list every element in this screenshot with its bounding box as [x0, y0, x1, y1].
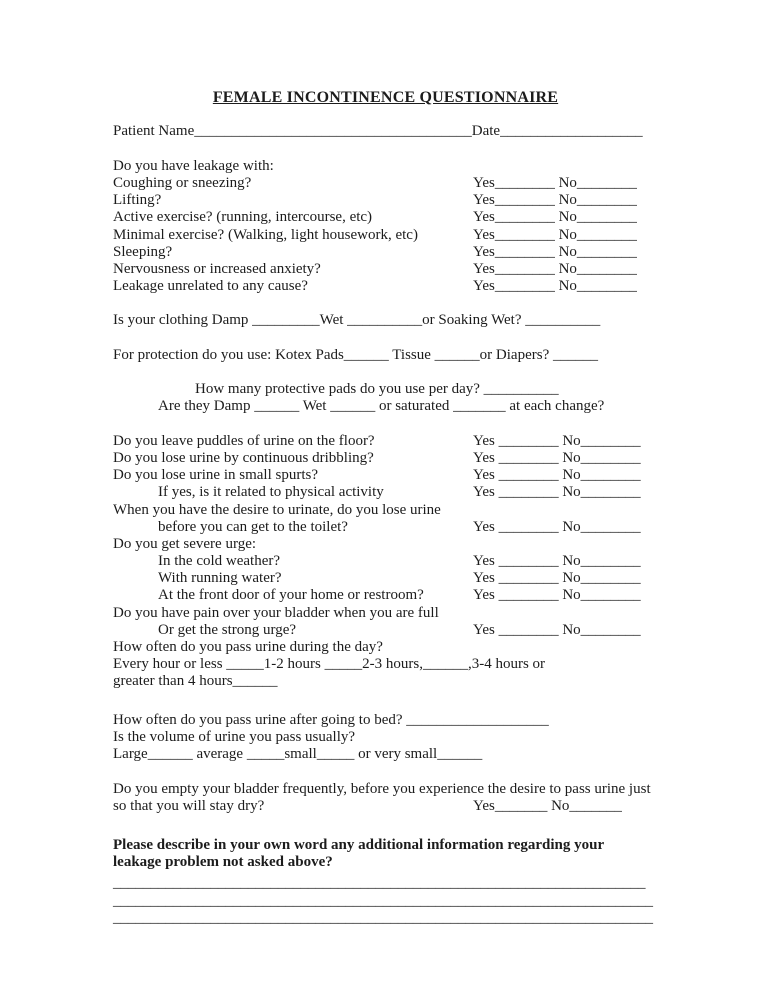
spacer	[113, 416, 658, 433]
patient-date-row	[113, 123, 658, 140]
spacer	[113, 295, 658, 312]
yes-no-blanks: Yes ________ No________	[473, 553, 641, 570]
question-text: Minimal exercise? (Walking, light housework, etc)	[113, 226, 418, 243]
yes-no-blanks: Yes ________ No________	[473, 518, 641, 535]
question-text: Do you leave puddles of urine on the floor?	[113, 432, 375, 449]
yes-no-blanks: Yes________ No________	[473, 243, 637, 260]
question-row-nervousness	[113, 261, 658, 278]
yes-no-blanks: Yes ________ No________	[473, 484, 641, 501]
question-text: Or get the strong urge?	[158, 621, 297, 638]
question-row-dribbling	[113, 450, 658, 467]
question-text: If yes, is it related to physical activity	[158, 484, 384, 501]
yes-no-blanks: Yes ________ No________	[473, 467, 641, 484]
question-row-before-toilet	[113, 519, 658, 536]
question-text: Do you lose urine in small spurts?	[113, 467, 318, 484]
question-text: With running water?	[158, 570, 282, 587]
patient-name-label: Patient Name	[113, 123, 195, 140]
spacer	[113, 106, 658, 123]
question-row-sleeping	[113, 244, 658, 261]
question-row-cold-weather	[113, 553, 658, 570]
page-title: FEMALE INCONTINENCE QUESTIONNAIRE	[212, 89, 559, 106]
title-row	[113, 89, 658, 106]
yes-no-blanks: Yes________ No________	[473, 260, 637, 277]
spacer	[113, 815, 658, 832]
question-row-running-water	[113, 570, 658, 587]
question-text: Active exercise? (running, intercourse, etc)	[113, 209, 373, 226]
yes-no-blanks: Yes________ No________	[473, 192, 637, 209]
write-in-line-2: ________________________________________________________________________	[113, 892, 653, 909]
describe-prompt-line-1: Please describe in your own word any additional information regarding your	[113, 837, 605, 854]
clothing-dampness-row: Is your clothing Damp _________Wet __________or Soaking Wet? __________	[113, 312, 601, 329]
question-text: In the cold weather?	[158, 553, 281, 570]
yes-no-blanks: Yes________ No________	[473, 174, 637, 191]
question-row-minimal-exercise	[113, 227, 658, 244]
pads-saturation-row: Are they Damp ______ Wet ______ or saturated _______ at each change?	[158, 398, 605, 415]
yes-no-blanks: Yes_______ No_______	[473, 797, 622, 814]
after-bed-row: How often do you pass urine after going to bed? ___________________	[113, 711, 549, 728]
frequency-options-row-2: greater than 4 hours______	[113, 673, 278, 690]
question-text: Sleeping?	[113, 243, 173, 260]
question-text: Nervousness or increased anxiety?	[113, 260, 321, 277]
write-in-line-3: ________________________________________________________________________	[113, 909, 653, 926]
yes-no-blanks: Yes ________ No________	[473, 621, 641, 638]
question-row-coughing	[113, 175, 658, 192]
write-in-line-1: _______________________________________________________________________	[113, 875, 646, 892]
question-row-small-spurts	[113, 467, 658, 484]
spacer	[113, 364, 658, 381]
spacer	[113, 763, 658, 780]
question-row-strong-urge	[113, 622, 658, 639]
protection-row: For protection do you use: Kotex Pads______ Tissue ______or Diapers? ______	[113, 346, 598, 363]
yes-no-blanks: Yes________ No________	[473, 209, 637, 226]
leakage-intro: Do you have leakage with:	[113, 157, 274, 174]
date-label: Date	[471, 123, 501, 140]
yes-no-blanks: Yes ________ No________	[473, 449, 641, 466]
frequency-day-question: How often do you pass urine during the day?	[113, 639, 383, 655]
question-text: Lifting?	[113, 192, 162, 209]
spacer	[113, 330, 658, 347]
yes-no-blanks: Yes________ No________	[473, 226, 637, 243]
patient-name-blank: _____________________________________	[194, 123, 472, 140]
question-text: before you can get to the toilet?	[158, 518, 348, 535]
question-row-front-door	[113, 587, 658, 604]
empty-bladder-row-2	[113, 798, 658, 815]
question-row-bladder-pain: Do you have pain over your bladder when you are full	[113, 604, 439, 621]
yes-no-blanks: Yes________ No________	[473, 278, 637, 295]
question-row-unrelated	[113, 278, 658, 295]
spacer	[113, 691, 658, 708]
yes-no-blanks: Yes ________ No________	[473, 570, 641, 587]
question-row-physical-activity	[113, 484, 658, 501]
frequency-options-row: Every hour or less _____1-2 hours _____2-3 hours,______,3-4 hours or	[113, 656, 546, 673]
urine-volume-options: Large______ average _____small_____ or very small______	[113, 746, 483, 763]
urine-volume-question: Is the volume of urine you pass usually?	[113, 728, 356, 745]
pads-per-day-row: How many protective pads do you use per day? __________	[195, 381, 559, 398]
question-row-desire-to-urinate: When you have the desire to urinate, do you lose urine	[113, 501, 441, 518]
question-text: Coughing or sneezing?	[113, 174, 252, 191]
question-text: so that you will stay dry?	[113, 797, 265, 814]
empty-bladder-row-1: Do you empty your bladder frequently, before you experience the desire to pass urine just	[113, 780, 651, 797]
question-text: Leakage unrelated to any cause?	[113, 278, 308, 295]
date-blank: ___________________	[500, 123, 643, 140]
question-text: Do you lose urine by continuous dribbling?	[113, 449, 374, 466]
severe-urge-intro: Do you get severe urge:	[113, 535, 257, 552]
question-row-puddles	[113, 433, 658, 450]
yes-no-blanks: Yes ________ No________	[473, 432, 641, 449]
yes-no-blanks: Yes ________ No________	[473, 587, 641, 604]
question-text: At the front door of your home or restroom?	[158, 587, 424, 604]
describe-prompt-line-2: leakage problem not asked above?	[113, 854, 333, 871]
question-row-active-exercise	[113, 209, 658, 226]
question-row-lifting	[113, 192, 658, 209]
spacer	[113, 141, 658, 158]
